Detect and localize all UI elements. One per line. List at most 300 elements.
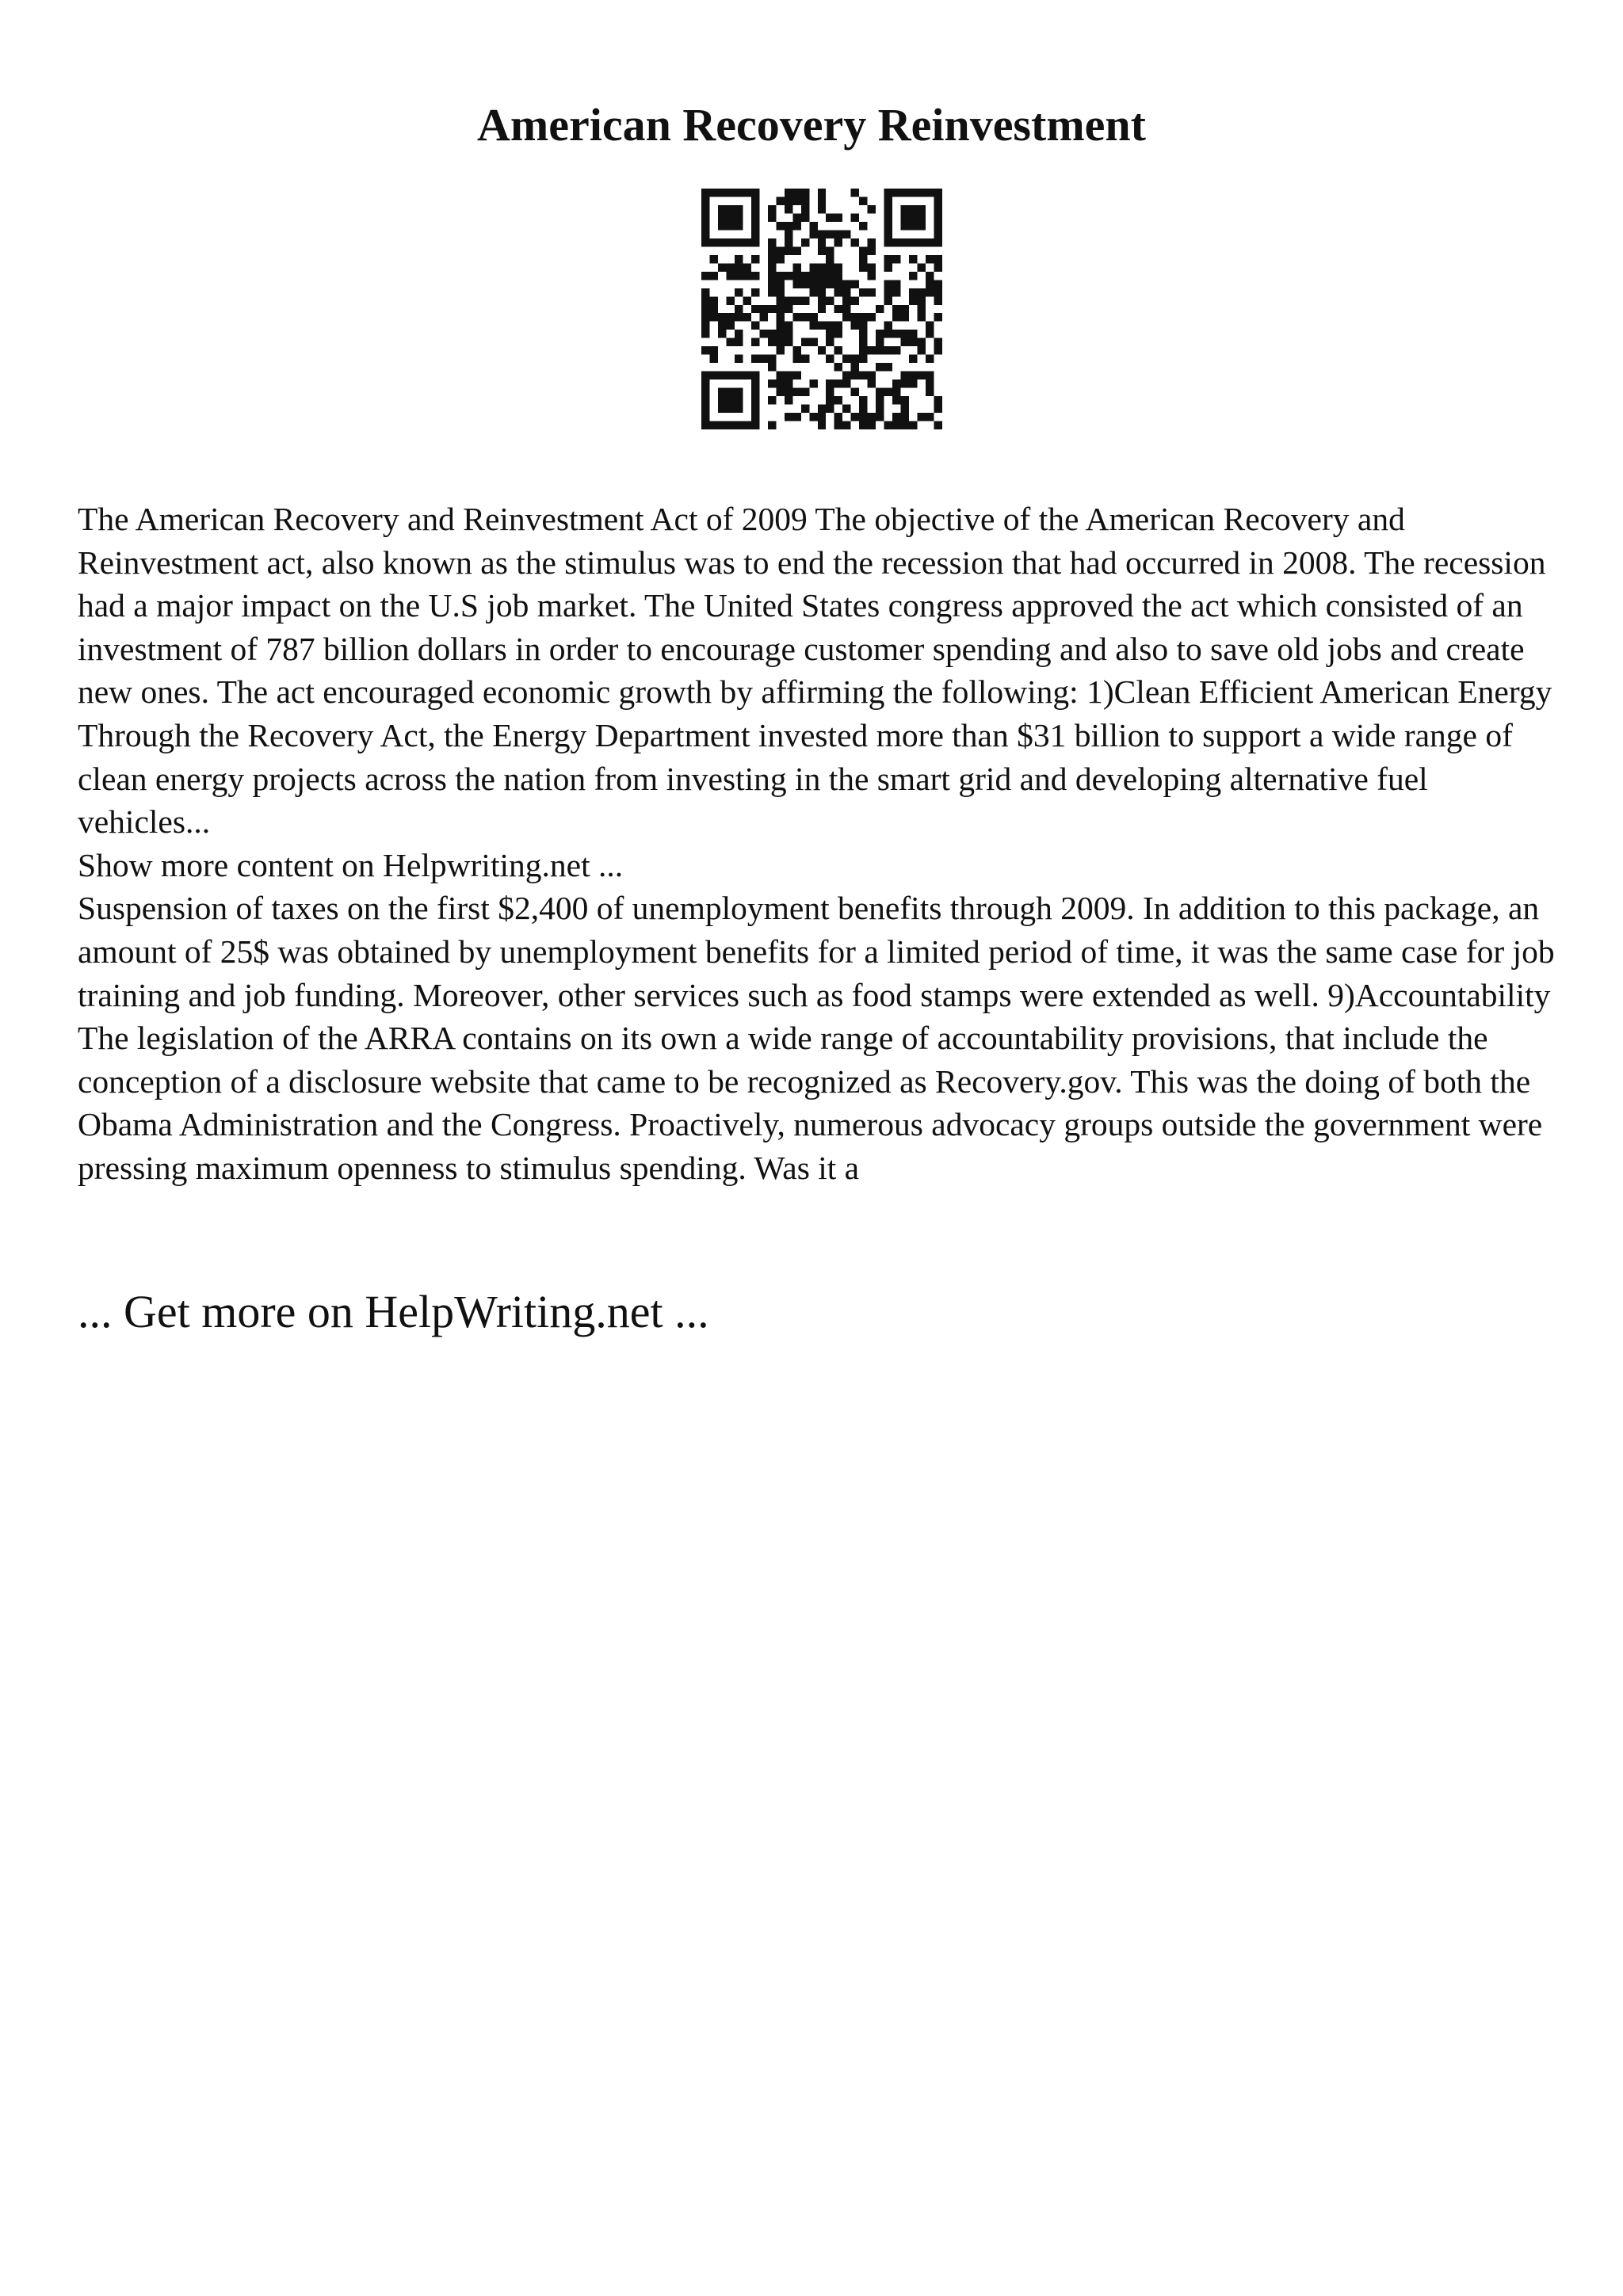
qr-module bbox=[926, 372, 934, 379]
qr-module bbox=[876, 405, 884, 413]
qr-module bbox=[751, 305, 759, 313]
qr-module bbox=[726, 396, 734, 404]
qr-module bbox=[726, 238, 734, 246]
qr-module bbox=[826, 272, 834, 280]
qr-module bbox=[901, 372, 909, 379]
qr-module bbox=[918, 413, 926, 421]
qr-module bbox=[743, 296, 750, 304]
qr-module bbox=[776, 330, 784, 338]
paragraph-continued: Suspension of taxes on the first $2,400 of unemployment benefits through 2009. In addition to this package, an amount of 25$ was obtained by unemployment benefits for a limited period of time, it was the same case for job training and job funding. Moreover, other services such as food stamps were extended as well. 9)Accountability The legislation of the ARRA contains on its own a wide range of accountability provisions, that include the conception of a disclosure website that came to be recognized as Recovery.gov. This was the doing of both the Obama Administration and the Congress. Proactively, numerous advocacy groups outside the government were pressing maximum openness to stimulus spending. Was it a bbox=[78, 890, 1555, 1186]
qr-module bbox=[785, 246, 792, 254]
qr-module bbox=[785, 238, 792, 246]
qr-module bbox=[918, 346, 926, 354]
qr-module bbox=[701, 330, 709, 338]
qr-module bbox=[818, 263, 826, 271]
qr-module bbox=[884, 322, 892, 330]
qr-module bbox=[718, 238, 726, 246]
qr-module bbox=[776, 346, 784, 354]
qr-module bbox=[826, 330, 834, 338]
qr-module bbox=[851, 363, 859, 371]
qr-module bbox=[926, 189, 934, 196]
qr-module bbox=[792, 313, 800, 321]
qr-module bbox=[735, 189, 743, 196]
qr-module bbox=[726, 338, 734, 346]
qr-module bbox=[709, 372, 717, 379]
qr-module bbox=[876, 396, 884, 404]
qr-module bbox=[859, 355, 867, 363]
qr-module bbox=[868, 372, 876, 379]
qr-module bbox=[868, 246, 876, 254]
qr-module bbox=[785, 272, 792, 280]
qr-module bbox=[735, 405, 743, 413]
qr-module bbox=[842, 230, 850, 238]
qr-module bbox=[868, 263, 876, 271]
qr-module bbox=[743, 189, 750, 196]
qr-module bbox=[834, 421, 842, 429]
qr-module bbox=[901, 222, 909, 230]
qr-module bbox=[718, 421, 726, 429]
qr-module bbox=[884, 230, 892, 238]
qr-module bbox=[701, 388, 709, 396]
qr-module bbox=[751, 322, 759, 330]
qr-module bbox=[859, 346, 867, 354]
qr-module bbox=[785, 305, 792, 313]
qr-module bbox=[768, 288, 776, 296]
qr-module bbox=[884, 196, 892, 204]
qr-module bbox=[842, 313, 850, 321]
qr-module bbox=[892, 255, 900, 263]
qr-module bbox=[851, 372, 859, 379]
qr-module bbox=[785, 388, 792, 396]
qr-module bbox=[709, 238, 717, 246]
qr-module bbox=[842, 296, 850, 304]
qr-module bbox=[926, 322, 934, 330]
qr-module bbox=[735, 263, 743, 271]
qr-module bbox=[726, 421, 734, 429]
qr-module bbox=[909, 222, 917, 230]
qr-module bbox=[768, 263, 776, 271]
qr-module bbox=[751, 355, 759, 363]
qr-module bbox=[785, 296, 792, 304]
qr-module bbox=[851, 296, 859, 304]
qr-module bbox=[918, 296, 926, 304]
qr-module bbox=[735, 205, 743, 213]
qr-module bbox=[735, 255, 743, 263]
qr-module bbox=[701, 272, 709, 280]
qr-module bbox=[726, 222, 734, 230]
qr-module bbox=[851, 238, 859, 246]
qr-module bbox=[884, 421, 892, 429]
qr-module bbox=[884, 205, 892, 213]
qr-module bbox=[776, 272, 784, 280]
qr-module bbox=[768, 255, 776, 263]
qr-module bbox=[934, 263, 942, 271]
qr-module bbox=[884, 363, 892, 371]
qr-module bbox=[834, 280, 842, 288]
qr-module bbox=[735, 396, 743, 404]
qr-module bbox=[809, 313, 817, 321]
qr-module bbox=[918, 263, 926, 271]
qr-module bbox=[842, 372, 850, 379]
qr-module bbox=[909, 288, 917, 296]
qr-module bbox=[876, 305, 884, 313]
qr-module bbox=[868, 346, 876, 354]
qr-module bbox=[735, 421, 743, 429]
qr-module bbox=[934, 280, 942, 288]
qr-module bbox=[718, 322, 726, 330]
qr-module bbox=[792, 346, 800, 354]
qr-module bbox=[834, 346, 842, 354]
qr-module bbox=[709, 305, 717, 313]
qr-module bbox=[934, 255, 942, 263]
qr-module bbox=[701, 313, 709, 321]
qr-module bbox=[934, 238, 942, 246]
qr-module bbox=[809, 280, 817, 288]
qr-module bbox=[934, 296, 942, 304]
qr-module bbox=[701, 222, 709, 230]
qr-module bbox=[751, 189, 759, 196]
qr-module bbox=[834, 322, 842, 330]
qr-module bbox=[809, 322, 817, 330]
qr-module bbox=[701, 421, 709, 429]
qr-module bbox=[701, 372, 709, 379]
qr-module bbox=[859, 330, 867, 338]
qr-module bbox=[901, 205, 909, 213]
qr-module bbox=[909, 379, 917, 387]
qr-module bbox=[718, 405, 726, 413]
qr-module bbox=[785, 196, 792, 204]
qr-module bbox=[709, 296, 717, 304]
qr-module bbox=[701, 305, 709, 313]
qr-module bbox=[934, 405, 942, 413]
qr-module bbox=[909, 372, 917, 379]
qr-module bbox=[709, 346, 717, 354]
qr-module bbox=[842, 280, 850, 288]
qr-module bbox=[801, 205, 809, 213]
qr-module bbox=[801, 189, 809, 196]
qr-module bbox=[926, 413, 934, 421]
qr-module bbox=[776, 296, 784, 304]
qr-module bbox=[909, 255, 917, 263]
qr-module bbox=[726, 263, 734, 271]
qr-module bbox=[768, 238, 776, 246]
qr-module bbox=[859, 255, 867, 263]
qr-module bbox=[934, 313, 942, 321]
qr-module bbox=[868, 379, 876, 387]
qr-module bbox=[751, 213, 759, 221]
qr-module bbox=[768, 330, 776, 338]
qr-module bbox=[726, 272, 734, 280]
qr-module bbox=[801, 238, 809, 246]
qr-module bbox=[884, 189, 892, 196]
qr-module bbox=[876, 388, 884, 396]
qr-module bbox=[884, 288, 892, 296]
qr-module bbox=[918, 313, 926, 321]
qr-module bbox=[901, 338, 909, 346]
qr-module bbox=[901, 413, 909, 421]
qr-module bbox=[751, 238, 759, 246]
qr-module bbox=[901, 330, 909, 338]
qr-module bbox=[909, 272, 917, 280]
qr-module bbox=[934, 222, 942, 230]
qr-module bbox=[792, 372, 800, 379]
qr-module bbox=[884, 296, 892, 304]
qr-module bbox=[718, 396, 726, 404]
qr-module bbox=[701, 205, 709, 213]
qr-module bbox=[934, 288, 942, 296]
qr-module bbox=[834, 213, 842, 221]
qr-module bbox=[785, 396, 792, 404]
qr-module bbox=[901, 213, 909, 221]
qr-module bbox=[768, 280, 776, 288]
qr-module bbox=[792, 263, 800, 271]
qr-module bbox=[892, 421, 900, 429]
qr-module bbox=[842, 305, 850, 313]
qr-module bbox=[735, 355, 743, 363]
qr-module bbox=[709, 189, 717, 196]
qr-module bbox=[709, 272, 717, 280]
qr-module bbox=[718, 205, 726, 213]
qr-module bbox=[785, 330, 792, 338]
qr-module bbox=[892, 396, 900, 404]
paragraph-intro: The American Recovery and Reinvestment Act of 2009 The objective of the American Recovery and Reinvestment act, also known as the stimulus was to end the recession that had occurred in 2008. The recession had a major impact on the U.S job market. The United States congress approved the act which consisted of an investment of 787 billion dollars in order to encourage customer spending and also to save old jobs and create new ones. The act encouraged economic growth by affirming the following: 1)Clean Efficient American Energy Through the Recovery Act, the Energy Department invested more than $31 billion to support a wide range of clean energy projects across the nation from investing in the smart grid and developing alternative fuel vehicles... bbox=[78, 501, 1552, 841]
qr-module bbox=[918, 305, 926, 313]
qr-module bbox=[768, 396, 776, 404]
qr-module bbox=[934, 205, 942, 213]
qr-module bbox=[701, 413, 709, 421]
qr-module bbox=[751, 396, 759, 404]
qr-module bbox=[776, 379, 784, 387]
get-more-link[interactable]: ... Get more on HelpWriting.net ... bbox=[78, 1286, 709, 1337]
qr-module bbox=[876, 363, 884, 371]
qr-module bbox=[868, 313, 876, 321]
qr-module bbox=[818, 230, 826, 238]
qr-module bbox=[718, 330, 726, 338]
qr-module bbox=[851, 313, 859, 321]
qr-module bbox=[735, 213, 743, 221]
qr-module bbox=[709, 421, 717, 429]
qr-module bbox=[701, 405, 709, 413]
qr-module bbox=[901, 189, 909, 196]
qr-module bbox=[918, 189, 926, 196]
qr-module bbox=[768, 246, 776, 254]
qr-module bbox=[792, 222, 800, 230]
qr-module bbox=[859, 263, 867, 271]
qr-module bbox=[884, 222, 892, 230]
qr-module bbox=[768, 355, 776, 363]
qr-module bbox=[768, 379, 776, 387]
qr-module bbox=[751, 338, 759, 346]
qr-module bbox=[851, 413, 859, 421]
qr-module bbox=[884, 280, 892, 288]
qr-module bbox=[859, 313, 867, 321]
qr-module bbox=[743, 238, 750, 246]
qr-module bbox=[901, 379, 909, 387]
qr-module bbox=[909, 338, 917, 346]
qr-module bbox=[809, 338, 817, 346]
qr-module bbox=[701, 196, 709, 204]
qr-module bbox=[792, 189, 800, 196]
qr-module bbox=[826, 213, 834, 221]
qr-module bbox=[851, 280, 859, 288]
qr-module bbox=[868, 238, 876, 246]
qr-module bbox=[818, 296, 826, 304]
qr-module bbox=[701, 322, 709, 330]
qr-module bbox=[918, 205, 926, 213]
qr-module bbox=[818, 238, 826, 246]
qr-module bbox=[859, 372, 867, 379]
qr-module bbox=[834, 396, 842, 404]
qr-module bbox=[892, 313, 900, 321]
qr-module bbox=[909, 330, 917, 338]
qr-module bbox=[718, 189, 726, 196]
qr-module bbox=[809, 230, 817, 238]
qr-module bbox=[751, 205, 759, 213]
qr-module bbox=[909, 213, 917, 221]
qr-module bbox=[876, 338, 884, 346]
qr-module bbox=[701, 346, 709, 354]
qr-module bbox=[851, 355, 859, 363]
qr-module bbox=[818, 322, 826, 330]
qr-module bbox=[776, 246, 784, 254]
qr-module bbox=[785, 372, 792, 379]
qr-module bbox=[918, 338, 926, 346]
qr-module bbox=[834, 379, 842, 387]
qr-module bbox=[834, 230, 842, 238]
qr-module bbox=[759, 305, 767, 313]
qr-module bbox=[792, 355, 800, 363]
qr-module bbox=[884, 388, 892, 396]
qr-module bbox=[709, 255, 717, 263]
qr-module bbox=[918, 372, 926, 379]
qr-module bbox=[859, 421, 867, 429]
qr-module bbox=[726, 405, 734, 413]
qr-module bbox=[842, 355, 850, 363]
qr-module bbox=[901, 405, 909, 413]
qr-module bbox=[792, 413, 800, 421]
qr-module bbox=[909, 355, 917, 363]
qr-module bbox=[818, 413, 826, 421]
qr-module bbox=[851, 322, 859, 330]
qr-module bbox=[776, 322, 784, 330]
qr-module bbox=[809, 288, 817, 296]
qr-module bbox=[768, 363, 776, 371]
qr-module bbox=[801, 280, 809, 288]
qr-module bbox=[785, 379, 792, 387]
qr-module bbox=[826, 388, 834, 396]
qr-module bbox=[726, 322, 734, 330]
qr-module bbox=[826, 280, 834, 288]
qr-module bbox=[892, 330, 900, 338]
qr-module bbox=[776, 280, 784, 288]
qr-module bbox=[901, 305, 909, 313]
qr-module bbox=[901, 421, 909, 429]
qr-module bbox=[926, 288, 934, 296]
qr-module bbox=[868, 421, 876, 429]
qr-module bbox=[901, 238, 909, 246]
qr-module bbox=[884, 263, 892, 271]
qr-module bbox=[926, 272, 934, 280]
qr-module bbox=[859, 396, 867, 404]
qr-module bbox=[735, 222, 743, 230]
qr-module bbox=[735, 272, 743, 280]
qr-module bbox=[776, 313, 784, 321]
qr-module bbox=[834, 263, 842, 271]
qr-module bbox=[934, 196, 942, 204]
qr-module bbox=[801, 196, 809, 204]
qr-module bbox=[809, 222, 817, 230]
qr-module bbox=[884, 330, 892, 338]
qr-module bbox=[934, 346, 942, 354]
qr-module bbox=[718, 313, 726, 321]
qr-module bbox=[826, 396, 834, 404]
qr-module bbox=[918, 222, 926, 230]
qr-module bbox=[934, 421, 942, 429]
qr-module bbox=[868, 413, 876, 421]
qr-module bbox=[743, 263, 750, 271]
qr-module bbox=[785, 189, 792, 196]
qr-module bbox=[834, 413, 842, 421]
qr-module bbox=[801, 338, 809, 346]
qr-module bbox=[934, 213, 942, 221]
qr-module bbox=[859, 222, 867, 230]
qr-module bbox=[735, 388, 743, 396]
qr-module bbox=[768, 205, 776, 213]
qr-module bbox=[701, 189, 709, 196]
qr-module bbox=[918, 213, 926, 221]
qr-module bbox=[701, 238, 709, 246]
page-title: American Recovery Reinvestment bbox=[477, 99, 1146, 151]
qr-module bbox=[892, 280, 900, 288]
qr-module bbox=[818, 346, 826, 354]
qr-module bbox=[726, 213, 734, 221]
qr-module bbox=[834, 363, 842, 371]
qr-module bbox=[751, 421, 759, 429]
qr-module bbox=[792, 196, 800, 204]
qr-module bbox=[792, 246, 800, 254]
qr-module bbox=[859, 196, 867, 204]
qr-module bbox=[842, 421, 850, 429]
qr-module bbox=[751, 372, 759, 379]
qr-module bbox=[818, 246, 826, 254]
qr-module bbox=[859, 413, 867, 421]
qr-module bbox=[834, 272, 842, 280]
qr-module bbox=[834, 288, 842, 296]
qr-module bbox=[826, 255, 834, 263]
qr-module bbox=[718, 388, 726, 396]
qr-module bbox=[726, 189, 734, 196]
qr-module bbox=[776, 288, 784, 296]
qr-module bbox=[909, 421, 917, 429]
qr-module bbox=[868, 288, 876, 296]
qr-module bbox=[884, 213, 892, 221]
qr-module bbox=[701, 213, 709, 221]
qr-module bbox=[718, 263, 726, 271]
qr-module bbox=[776, 388, 784, 396]
qr-module bbox=[809, 413, 817, 421]
qr-module bbox=[776, 305, 784, 313]
qr-module bbox=[726, 296, 734, 304]
qr-module bbox=[818, 305, 826, 313]
qr-module bbox=[759, 355, 767, 363]
qr-module bbox=[851, 388, 859, 396]
qr-module bbox=[826, 338, 834, 346]
qr-code-icon bbox=[701, 189, 942, 429]
qr-module bbox=[776, 196, 784, 204]
qr-module bbox=[859, 405, 867, 413]
show-more-link[interactable]: Show more content on Helpwriting.net ... bbox=[78, 846, 624, 883]
qr-module bbox=[785, 222, 792, 230]
